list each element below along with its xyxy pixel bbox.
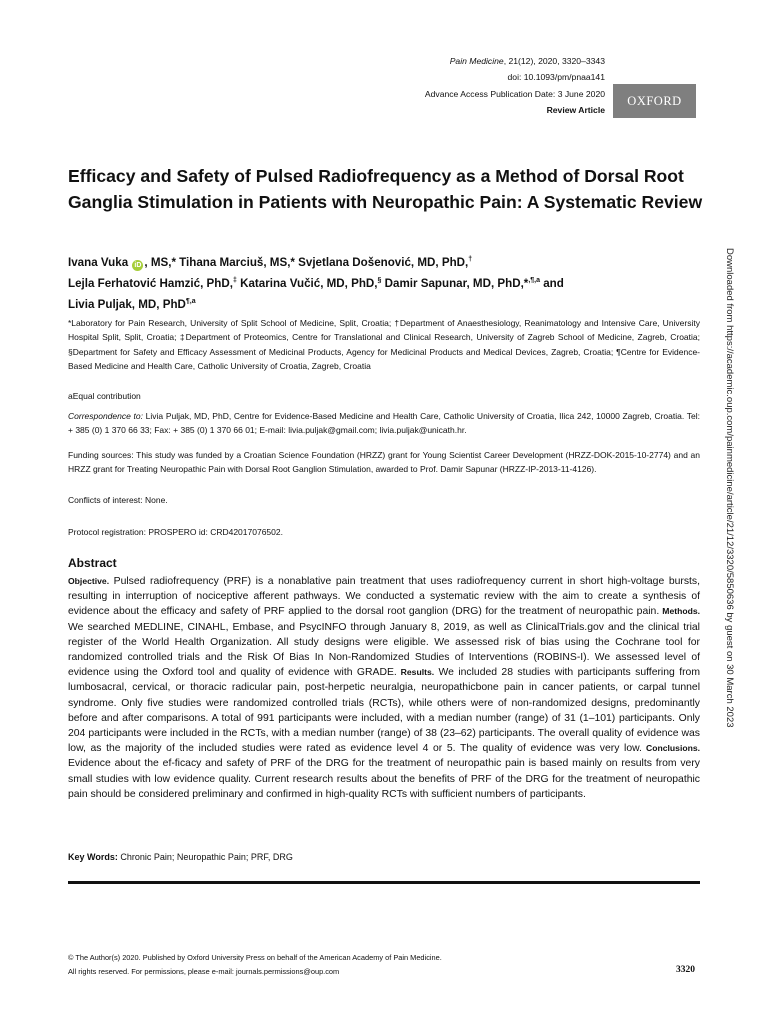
footnote-mark: § — [377, 276, 382, 284]
abstract-body — [68, 574, 700, 802]
keywords-text: Chronic Pain; Neuropathic Pain; PRF, DRG — [117, 852, 293, 862]
citation — [425, 53, 605, 69]
conclusions-label: Conclusions. — [641, 743, 700, 754]
conflicts-of-interest: Conflicts of interest: None. — [68, 495, 168, 505]
copyright-footer — [68, 951, 442, 979]
author-name: Damir Sapunar, MD, PhD,* — [381, 276, 529, 290]
article-type: Review Article — [546, 105, 605, 116]
article-meta — [425, 53, 605, 119]
correspondence-details: Livia Puljak, MD, PhD, Centre for Evidence-Based Medicine and Health Care, Catholic University of Croatia, Ilica 242, 10000 Zagreb, Croatia. Tel: + 385 (0) 1 370 66 33; Fax: + 385 (0) 1 370 66 01; E-mail: livia.puljak@gmail.com; livia.puljak@unicath.hr. — [68, 411, 700, 436]
orcid-icon[interactable]: iD — [134, 261, 142, 269]
footnote-mark: ¶,a — [185, 297, 196, 305]
methods-label: Methods. — [659, 606, 700, 617]
keywords — [68, 852, 293, 862]
citation-details: , 21(12), 2020, 3320–3343 — [503, 56, 605, 66]
author-name: Ivana Vuka — [68, 255, 129, 269]
doi[interactable]: doi: 10.1093/pm/pnaa141 — [507, 72, 605, 83]
correspondence-label: Correspondence to: — [68, 411, 143, 421]
abstract-heading: Abstract — [68, 556, 117, 570]
section-divider — [68, 881, 700, 884]
methods-text: We searched MEDLINE, CINAHL, Embase, and PsycINFO through January 8, 2019, as well as ClinicalTrials.gov and the clinical trial register of the World Health Organization. All study designs were eligible. We assessed risk of bias using the Cochrane tool for randomized controlled trials and the Risk Of Bias In Non-Randomized Studies of Interventions (ROBINS-I). We assessed level of evidence using the Oxford tool and quality of evidence with GRADE. — [68, 621, 700, 679]
objective-text: Pulsed radiofrequency (PRF) is a nonablative pain treatment that uses radiofrequency current in short high-voltage bursts, resulting in interruption of nociceptive afferent pathways. We conducted a systematic review with the aim to create a synthesis of evidence about the efficacy and safety of PRF applied to the dorsal root ganglion (DRG) for the treatment of neuropathic pain. — [68, 576, 700, 618]
footnote-mark: ‡ — [232, 276, 237, 284]
author-name: Katarina Vučić, MD, PhD, — [236, 276, 378, 290]
author-name: Lejla Ferhatović Hamzić, PhD, — [68, 276, 233, 290]
author-list-line1: , MS,* Tihana Marciuš, MS,* Svjetlana Došenović, MD, PhD, — [144, 255, 469, 269]
permissions-line: All rights reserved. For permissions, please e-mail: journals.permissions@oup.com — [68, 967, 340, 976]
conclusions-text: Evidence about the ef-ficacy and safety of PRF of the DRG for the treatment of neuropathic pain is based mainly on results from very small studies with low evidence quality. Current research results about the benefits of PRF of the DRG for the treatment of neuropathic pain should be considered preliminary and confirmed in high-quality RCTs with sufficient numbers of participants. — [68, 758, 700, 800]
affiliations: *Laboratory for Pain Research, University of Split School of Medicine, Split, Croatia; †Department of Anaesthesiology, Reanimatology and Intensive Care, University Hospital Split, Split, Croatia; ‡Department of Proteomics, Centre for Translational and Clinical Research, University of Zagreb School of Medicine, Zagreb, Croatia; §Department for Safety and Efficacy Assessment of Medicinal Products, Agency for Medicinal Products and Medical Devices, Zagreb, Croatia; ¶Centre for Evidence-Based Medicine and Health Care, Catholic University of Croatia, Zagreb, Croatia — [68, 318, 700, 371]
oxford-logo: OXFORD — [613, 84, 696, 118]
protocol-registration: Protocol registration: PROSPERO id: CRD42017076502. — [68, 527, 283, 537]
results-label: Results. — [396, 667, 435, 678]
author-name: Livia Puljak, MD, PhD — [68, 297, 186, 311]
article-title: Efficacy and Safety of Pulsed Radiofrequency as a Method of Dorsal Root Ganglia Stimulation in Patients with Neuropathic Pain: A Systematic Review — [68, 166, 703, 212]
footnote-mark: ,¶,a — [528, 276, 541, 284]
objective-label: Objective. — [68, 576, 110, 586]
publication-date: Advance Access Publication Date: 3 June 2020 — [424, 88, 605, 99]
funding-sources: Funding sources: This study was funded by a Croatian Science Foundation (HRZZ) grant for Young Scientist Career Development (HRZZ-DOK-2015-10-2774) and an HRZZ grant for Treating Neuropathic Pain with Dorsal Root Ganglion Stimulation, awarded to Prof. Damir Sapunar (HRZZ-IP-2013-11-4126). — [68, 450, 700, 475]
copyright-line: © The Author(s) 2020. Published by Oxford University Press on behalf of the American Academy of Pain Medicine. — [68, 953, 442, 962]
page-number: 3320 — [676, 965, 695, 975]
keywords-label: Key Words: — [68, 852, 118, 862]
journal-name: Pain Medicine — [449, 56, 504, 66]
equal-contribution-note: aEqual contribution — [68, 391, 141, 401]
footnote-mark: † — [468, 256, 473, 263]
author-list — [68, 251, 708, 314]
download-watermark: Downloaded from https://academic.oup.com/painmedicine/article/21/12/3320/5850636 by guest on 30 March 2023 — [724, 248, 735, 728]
results-text: We included 28 studies with participants suffering from lumbosacral, cervical, or thoracic radicular pain, post-herpetic neuralgia, neuropathicbone pain in cancer patients, or carpal tunnel syndrome. Only five studies were randomized controlled trials (RCTs), while others were of non-randomized designs, predominantly before and after comparisons. A total of 991 participants were included, with a median number (range) of 31 (1–101) participants. Only 204 participants were included in the RCTs, with a median number (range) of 38 (23–62) participants. The overall quality of evidence was low, as the majority of the included studies were rated as evidence level 4 or 5. The quality of evidence was very low. — [68, 667, 700, 755]
correspondence — [68, 409, 700, 438]
author-conjunction: and — [540, 276, 564, 290]
